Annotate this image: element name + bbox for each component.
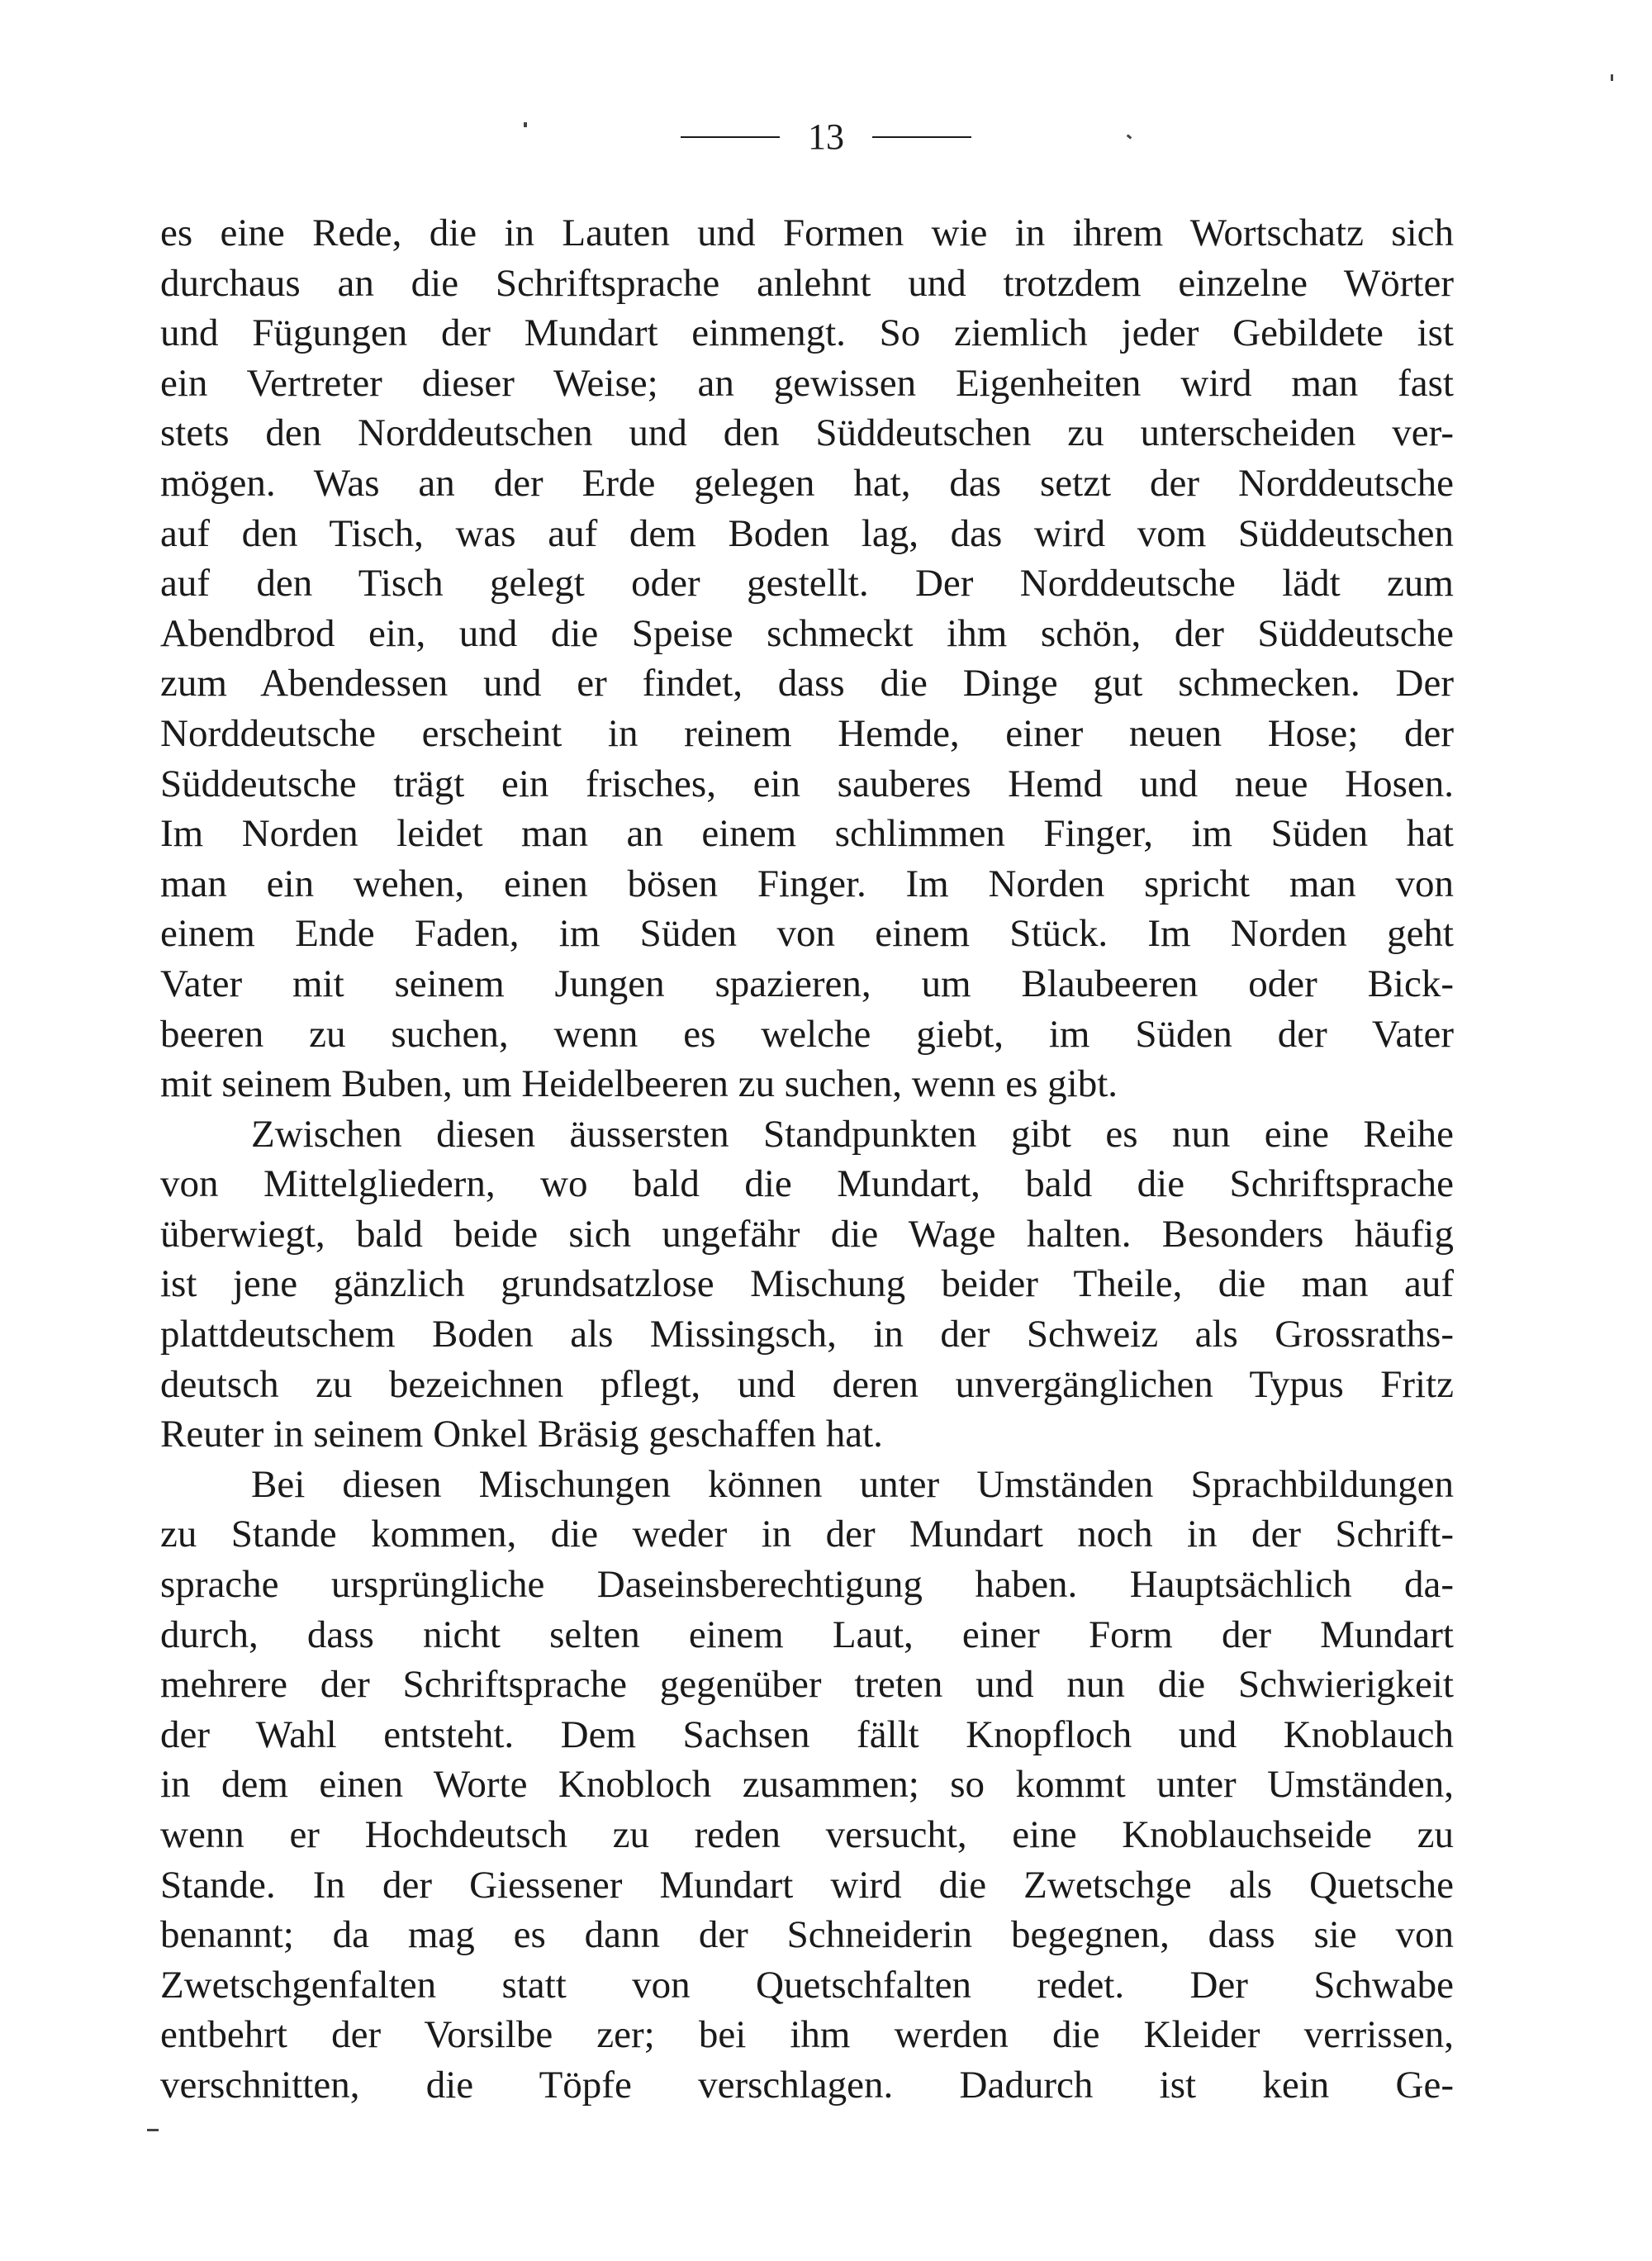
text-line: durch, dass nicht selten einem Laut, einer Form der Mundart (160, 1613, 1454, 1656)
text-line: auf den Tisch gelegt oder gestellt. Der Norddeutsche lädt zum (160, 562, 1454, 606)
text-line: Stande. In der Giessener Mundart wird die Zwetschge als Quetsche (160, 1863, 1454, 1907)
text-line: benannt; da mag es dann der Schneiderin begegnen, dass sie von (160, 1913, 1454, 1957)
text-line: wenn er Hochdeutsch zu reden versucht, eine Knoblauchseide zu (160, 1813, 1454, 1856)
text-line: mehrere der Schriftsprache gegenüber treten und nun die Schwierigkeit (160, 1663, 1454, 1707)
text-line: in dem einen Worte Knobloch zusammen; so kommt unter Umständen, (160, 1763, 1454, 1807)
text-line: auf den Tisch, was auf dem Boden lag, das wird vom Süddeutschen (160, 511, 1454, 555)
text-line: sprache ursprüngliche Daseinsberechtigung haben. Hauptsächlich da- (160, 1563, 1454, 1607)
text-line: überwiegt, bald beide sich ungefähr die Wage halten. Besonders häufig (160, 1212, 1454, 1256)
text-line: ist jene gänzlich grundsatzlose Mischung beider Theile, die man auf (160, 1262, 1454, 1306)
scan-speck (524, 122, 527, 127)
text-line: mit seinem Buben, um Heidelbeeren zu suchen, wenn es gibt. (160, 1062, 1118, 1106)
text-line: durchaus an die Schriftsprache anlehnt und trotzdem einzelne Wörter (160, 261, 1454, 305)
text-line: verschnitten, die Töpfe verschlagen. Dadurch ist kein Ge- (160, 2063, 1454, 2107)
page-header (0, 112, 1652, 162)
header-rule-right (872, 136, 971, 138)
text-line: Zwischen diesen äussersten Standpunkten gibt es nun eine Reihe (251, 1112, 1454, 1156)
text-line: Im Norden leidet man an einem schlimmen Finger, im Süden hat (160, 812, 1454, 856)
text-line: Vater mit seinem Jungen spazieren, um Blaubeeren oder Bick- (160, 962, 1454, 1005)
text-line: plattdeutschem Boden als Missingsch, in der Schweiz als Grossraths- (160, 1313, 1454, 1356)
text-line: Reuter in seinem Onkel Bräsig geschaffen hat. (160, 1413, 883, 1456)
text-line: stets den Norddeutschen und den Süddeutschen zu unterscheiden ver- (160, 411, 1454, 455)
text-line: Bei diesen Mischungen können unter Umständen Sprachbildungen (251, 1462, 1454, 1506)
text-line: einem Ende Faden, im Süden von einem Stück. Im Norden geht (160, 912, 1454, 956)
text-line: beeren zu suchen, wenn es welche giebt, im Süden der Vater (160, 1012, 1454, 1056)
text-line: man ein wehen, einen bösen Finger. Im Norden spricht man von (160, 862, 1454, 905)
header-rule-left (681, 136, 780, 138)
text-line: zu Stande kommen, die weder in der Mundart noch in der Schrift- (160, 1513, 1454, 1556)
text-line: von Mittelgliedern, wo bald die Mundart, bald die Schriftsprache (160, 1162, 1454, 1206)
page-number: 13 (808, 116, 844, 157)
text-line: Zwetschgenfalten statt von Quetschfalten redet. Der Schwabe (160, 1963, 1454, 2007)
text-line: Norddeutsche erscheint in reinem Hemde, einer neuen Hose; der (160, 711, 1454, 755)
text-line: mögen. Was an der Erde gelegen hat, das setzt der Norddeutsche (160, 461, 1454, 505)
text-line: Abendbrod ein, und die Speise schmeckt ihm schön, der Süddeutsche (160, 611, 1454, 655)
body-text (160, 208, 1454, 2111)
scan-speck (1611, 74, 1613, 81)
text-line: ein Vertreter dieser Weise; an gewissen Eigenheiten wird man fast (160, 361, 1454, 405)
text-line: und Fügungen der Mundart einmengt. So ziemlich jeder Gebildete ist (160, 311, 1454, 355)
text-line: der Wahl entsteht. Dem Sachsen fällt Knopfloch und Knoblauch (160, 1712, 1454, 1756)
text-line: es eine Rede, die in Lauten und Formen wie in ihrem Wortschatz sich (160, 211, 1454, 254)
text-line: zum Abendessen und er findet, dass die Dinge gut schmecken. Der (160, 662, 1454, 705)
text-line: Süddeutsche trägt ein frisches, ein sauberes Hemd und neue Hosen. (160, 762, 1454, 805)
scan-speck (147, 2129, 159, 2131)
text-line: deutsch zu bezeichnen pflegt, und deren unvergänglichen Typus Fritz (160, 1362, 1454, 1406)
text-line: entbehrt der Vorsilbe zer; bei ihm werden die Kleider verrissen, (160, 2013, 1454, 2057)
